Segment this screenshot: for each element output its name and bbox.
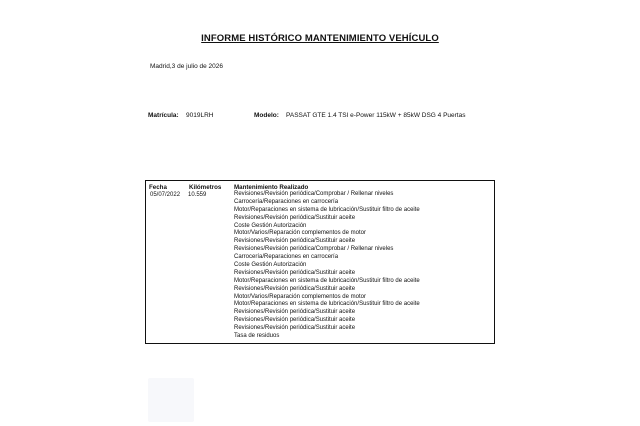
list-item: Motor/Varios/Reparación complementos de motor bbox=[234, 230, 366, 237]
list-item: Motor/Reparaciones en sistema de lubricación/Sustituir filtro de aceite bbox=[234, 301, 420, 308]
header-date: Fecha bbox=[149, 184, 167, 191]
plate-value: 9019LRH bbox=[186, 112, 214, 119]
model-label: Modelo: bbox=[254, 112, 279, 119]
list-item: Revisiones/Revisión periódica/Sustituir aceite bbox=[234, 285, 356, 292]
header-maintenance: Mantenimiento Realizado bbox=[234, 184, 309, 191]
model-value: PASSAT GTE 1.4 TSI e-Power 115kW + 85kW DSG 4 Puertas bbox=[286, 112, 466, 119]
list-item: Revisiones/Revisión periódica/Comprobar / Rellenar niveles bbox=[234, 191, 394, 197]
list-item: Tasa de residuos bbox=[234, 333, 280, 340]
list-item: Revisiones/Revisión periódica/Sustituir aceite bbox=[234, 214, 356, 221]
list-item: Coste Gestión Autorización bbox=[234, 262, 307, 269]
list-item: Revisiones/Revisión periódica/Sustituir aceite bbox=[234, 325, 356, 332]
maintenance-list bbox=[234, 191, 420, 341]
list-item: Carrocería/Reparaciones en carrocería bbox=[234, 254, 339, 261]
list-item: Revisiones/Revisión periódica/Sustituir aceite bbox=[234, 269, 356, 276]
header-km: Kilómetros bbox=[189, 184, 222, 191]
place-date: Madrid,3 de julio de 2026 bbox=[150, 63, 223, 70]
entry-km: 10.559 bbox=[188, 192, 207, 198]
list-item: Revisiones/Revisión periódica/Sustituir aceite bbox=[234, 309, 356, 316]
list-item: Coste Gestión Autorización bbox=[234, 222, 307, 229]
list-item: Carrocería/Reparaciones en carrocería bbox=[234, 198, 339, 205]
footer-shade bbox=[148, 378, 194, 422]
entry-date: 05/07/2022 bbox=[150, 192, 181, 198]
list-item: Motor/Reparaciones en sistema de lubricación/Sustituir filtro de aceite bbox=[234, 206, 420, 213]
maintenance-table bbox=[145, 180, 495, 344]
list-item: Revisiones/Revisión periódica/Sustituir aceite bbox=[234, 238, 356, 245]
list-item: Revisiones/Revisión periódica/Sustituir aceite bbox=[234, 317, 356, 324]
list-item: Motor/Reparaciones en sistema de lubricación/Sustituir filtro de aceite bbox=[234, 277, 420, 284]
plate-label: Matrícula: bbox=[148, 112, 179, 119]
list-item: Motor/Varios/Reparación complementos de motor bbox=[234, 293, 366, 300]
list-item: Revisiones/Revisión periódica/Comprobar / Rellenar niveles bbox=[234, 246, 394, 253]
report-title: INFORME HISTÓRICO MANTENIMIENTO VEHÍCULO bbox=[201, 33, 439, 44]
